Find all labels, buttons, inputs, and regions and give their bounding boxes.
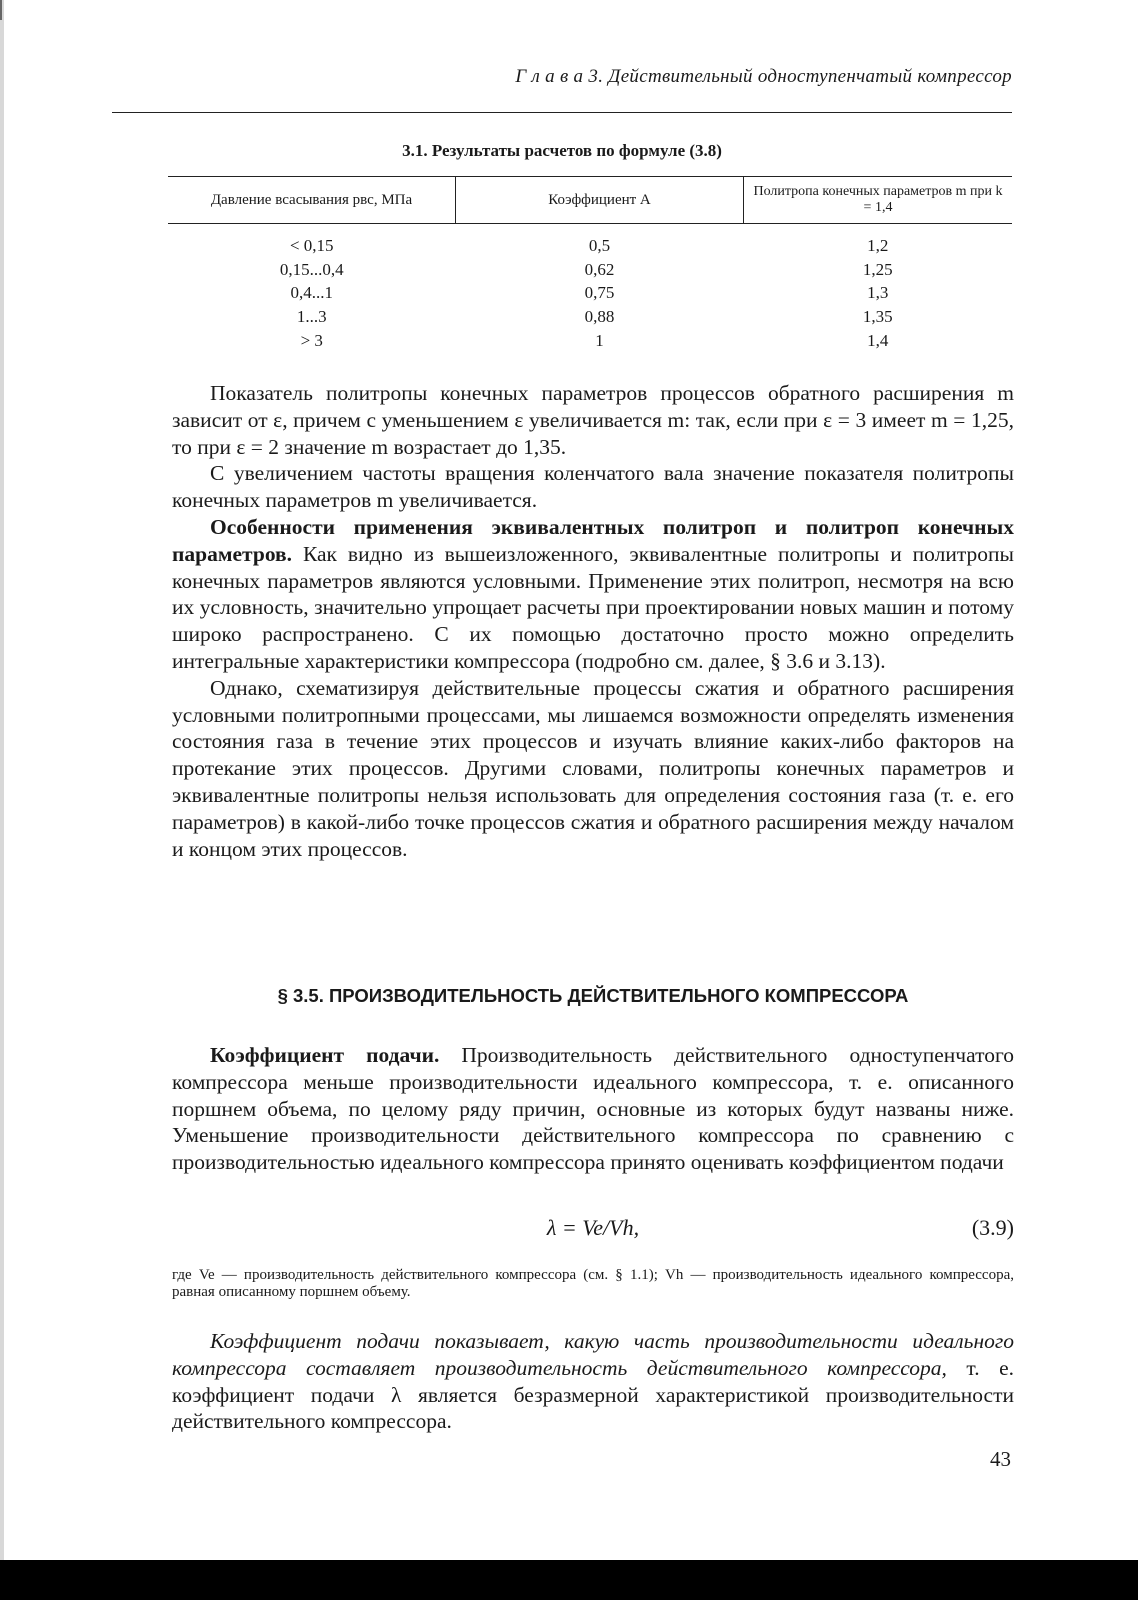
scan-edge-mark <box>0 0 2 20</box>
header-rule <box>112 112 1012 113</box>
table-cell: < 0,15 <box>289 236 334 256</box>
section-heading: § 3.5. ПРОИЗВОДИТЕЛЬНОСТЬ ДЕЙСТВИТЕЛЬНОГО КОМПРЕССОРА <box>277 985 909 1006</box>
formula-footnote: где Ve — производительность действительного компрессора (см. § 1.1); Vh — производительность идеального компрессора, равная описанному поршнем объему. <box>172 1267 1014 1300</box>
formula-number: (3.9) <box>971 1215 1014 1240</box>
paragraph-text: Производительность действительного одноступенчатого компрессора меньше производительности идеального компрессора, т. е. описанного поршнем объема, по целому ряду причин, основные из которых будут названы ниже. Уменьшение производительности действительного компрессора по сравнению с производительностью идеального компрессора принято оценивать коэффициентом подачи <box>172 1043 1014 1175</box>
table-cell: 0,5 <box>588 236 611 256</box>
paragraph-text: т. е. коэффициент подачи λ является безразмерной характеристикой производительности действительного компрессора. <box>172 1355 1014 1434</box>
running-header: Г л а в а 3. Действительный одноступенчатый компрессор <box>515 66 1012 87</box>
scan-bottom-border <box>0 1560 1138 1600</box>
table-cell: 1,4 <box>867 330 889 350</box>
page-number: 43 <box>990 1447 1011 1471</box>
table-row <box>168 328 1012 352</box>
formula-expression: λ = Ve/Vh, <box>546 1215 640 1240</box>
column-header-coefficient: Коэффициент A <box>456 177 744 224</box>
paragraph: Показатель политропы конечных параметров процессов обратного расширения m зависит от ε, причем с уменьшением ε увеличивается m: так, если при ε = 3 имеет m = 1,25, то при ε = 2 значение m возрастает до 1,35. <box>172 381 1014 459</box>
body-block-1 <box>172 380 1014 862</box>
results-table <box>168 176 1012 352</box>
table-row <box>168 305 1012 329</box>
scan-edge <box>0 0 4 1560</box>
table-cell: 0,4...1 <box>290 283 333 303</box>
paragraph-italic: Коэффициент подачи показывает, какую часть производительности идеального компрессора составляет производительность действительного компрессора, <box>172 1329 1014 1380</box>
paragraph <box>172 1042 1014 1176</box>
table-row <box>168 281 1012 305</box>
table-cell: 1,25 <box>862 259 893 279</box>
table-row <box>168 224 1012 258</box>
table-cell: 1,35 <box>862 307 893 327</box>
table-cell: 0,75 <box>584 283 615 303</box>
table-cell: 1...3 <box>296 307 327 327</box>
paragraph-text: Как видно из вышеизложенного, эквивалентные политропы и политропы конечных параметров являются условными. Применение этих политроп, несмотря на всю их условность, значительно упрощает расчеты при проектировании новых машин и потому широко распространено. С их помощью достаточно просто можно определить интегральные характеристики компрессора (подробно см. далее, § 3.6 и 3.13). <box>172 541 1014 673</box>
table-caption: 3.1. Результаты расчетов по формуле (3.8) <box>402 141 722 160</box>
body-block-2 <box>172 1042 1014 1176</box>
table-cell: > 3 <box>300 330 323 350</box>
formula-3-9 <box>172 1215 1014 1245</box>
paragraph-lead-bold: Коэффициент подачи. <box>210 1043 440 1067</box>
table-cell: 1,3 <box>867 283 889 303</box>
paragraph <box>172 514 1014 675</box>
table-header-row <box>168 177 1012 224</box>
table-cell: 0,15...0,4 <box>279 259 344 279</box>
table-cell: 1 <box>595 330 604 350</box>
paragraph: С увеличением частоты вращения коленчатого вала значение показателя политропы конечных параметров m увеличивается. <box>172 461 1014 513</box>
table-cell: 0,88 <box>584 307 615 327</box>
paragraph: Однако, схематизируя действительные процессы сжатия и обратного расширения условными политропными процессами, мы лишаемся возможности определять изменения состояния газа в течение этих процессов и изучать влияние каких-либо факторов на протекание этих процессов. Другими словами, политропы конечных параметров и эквивалентные политропы нельзя использовать для определения состояния газа (т. е. его параметров) в какой-либо точке процессов сжатия и обратного расширения между началом и концом этих процессов. <box>172 675 1014 861</box>
table-cell: 1,2 <box>867 236 889 256</box>
column-header-polytrope: Политропа конечных параметров m при k = 1,4 <box>744 177 1013 224</box>
paragraph-lead-bold: Особенности применения эквивалентных политроп и политроп конечных параметров. <box>172 514 1014 566</box>
paragraph <box>172 1328 1014 1435</box>
table-row <box>168 258 1012 282</box>
table-cell: 0,62 <box>584 259 615 279</box>
column-header-pressure: Давление всасывания pвс, МПа <box>168 177 456 224</box>
body-block-3 <box>172 1328 1014 1435</box>
